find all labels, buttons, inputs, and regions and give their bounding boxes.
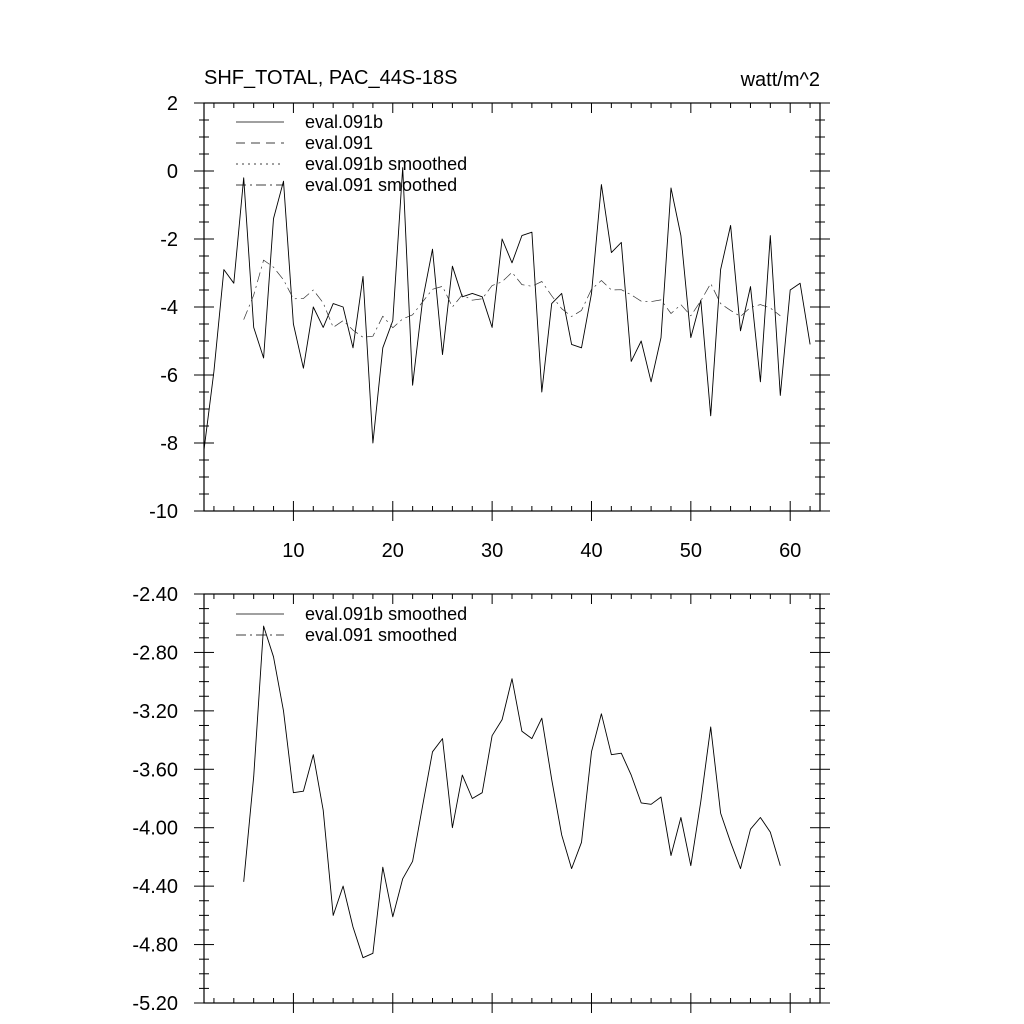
plot-frame bbox=[204, 103, 820, 511]
x-tick-label: 50 bbox=[679, 540, 702, 562]
y-tick-label: -3.20 bbox=[132, 700, 178, 723]
y-tick-label: -4 bbox=[160, 297, 178, 319]
y-tick-label: -2.80 bbox=[132, 642, 178, 665]
y-tick-label: 0 bbox=[166, 161, 178, 183]
y-tick-label: 2 bbox=[166, 93, 178, 115]
y-tick-label: -8 bbox=[160, 433, 178, 455]
y-tick-label: -10 bbox=[149, 501, 178, 523]
legend-label: eval.091b bbox=[305, 112, 384, 132]
top-panel bbox=[149, 67, 830, 562]
x-tick-label: 20 bbox=[381, 540, 404, 562]
y-tick-label: -4.00 bbox=[132, 817, 178, 840]
units-label: watt/m^2 bbox=[740, 69, 820, 91]
y-tick-label: -6 bbox=[160, 365, 178, 387]
x-tick-label: 40 bbox=[580, 540, 603, 562]
y-tick-label: -4.40 bbox=[132, 876, 178, 899]
legend-label: eval.091 smoothed bbox=[305, 625, 458, 645]
plot-frame bbox=[204, 594, 820, 1003]
legend-label: eval.091b smoothed bbox=[305, 154, 468, 174]
y-tick-label: -3.60 bbox=[132, 759, 178, 782]
y-tick-label: -2 bbox=[160, 229, 178, 251]
series-line-0 bbox=[204, 168, 810, 450]
x-tick-label: 30 bbox=[481, 540, 504, 562]
legend-label: eval.091 smoothed bbox=[305, 175, 458, 195]
x-tick-label: 60 bbox=[779, 540, 802, 562]
legend-label: eval.091b smoothed bbox=[305, 604, 468, 624]
x-tick-label: 10 bbox=[282, 540, 305, 562]
chart-title: SHF_TOTAL, PAC_44S-18S bbox=[204, 67, 458, 89]
series-line-0 bbox=[244, 626, 781, 958]
bottom-panel bbox=[132, 584, 830, 1015]
y-tick-label: -2.40 bbox=[132, 584, 178, 606]
y-tick-label: -5.20 bbox=[132, 993, 178, 1015]
y-tick-label: -4.80 bbox=[132, 934, 178, 957]
legend-label: eval.091 bbox=[305, 133, 374, 153]
